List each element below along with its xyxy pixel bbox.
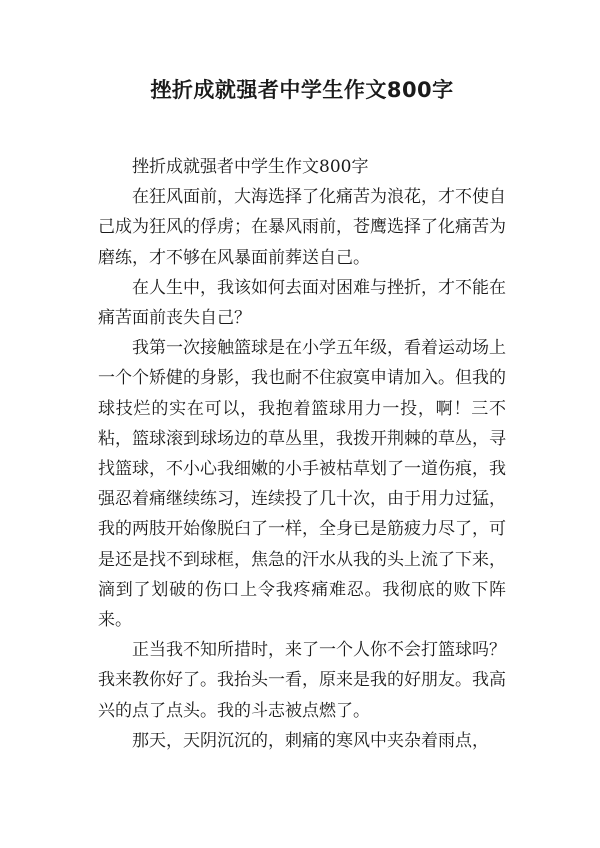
paragraph: 在狂风面前，大海选择了化痛苦为浪花，才不使自己成为狂风的俘虏；在暴风雨前，苍鹰选择了化痛苦为磨练，才不够在风暴面前葬送自己。 (98, 187, 506, 268)
document-title: 挫折成就强者中学生作文800字 (150, 78, 454, 102)
paragraph-subtitle: 挫折成就强者中学生作文800字 (132, 157, 369, 177)
paragraph: 正当我不知所措时，来了一个人你不会打篮球吗？我来教你好了。我抬头一看，原来是我的好朋友。我高兴的点了点头。我的斗志被点燃了。 (98, 640, 506, 721)
paragraph: 我第一次接触篮球是在小学五年级，看着运动场上一个个矫健的身影，我也耐不住寂寞申请加入。但我的球技烂的实在可以，我抱着篮球用力一投，啊！三不粘，篮球滚到球场边的草丛里，我拨开荆棘的草丛，寻找篮球，不小心我细嫩的小手被枯草划了一道伤痕，我强忍着痛继续练习，连续投了几十次，由于用力过猛，我的两肢开始像脱臼了一样，全身已是筋疲力尽了，可是还是找不到球框，焦急的汗水从我的头上流了下来，滴到了划破的伤口上令我疼痛难忍。我彻底的败下阵来。 (98, 338, 506, 631)
paragraph: 在人生中，我该如何去面对困难与挫折，才不能在痛苦面前丧失自己？ (98, 277, 506, 329)
document-body (98, 152, 506, 756)
paragraph: 那天，天阴沉沉的，刺痛的寒风中夹杂着雨点， (132, 730, 489, 751)
